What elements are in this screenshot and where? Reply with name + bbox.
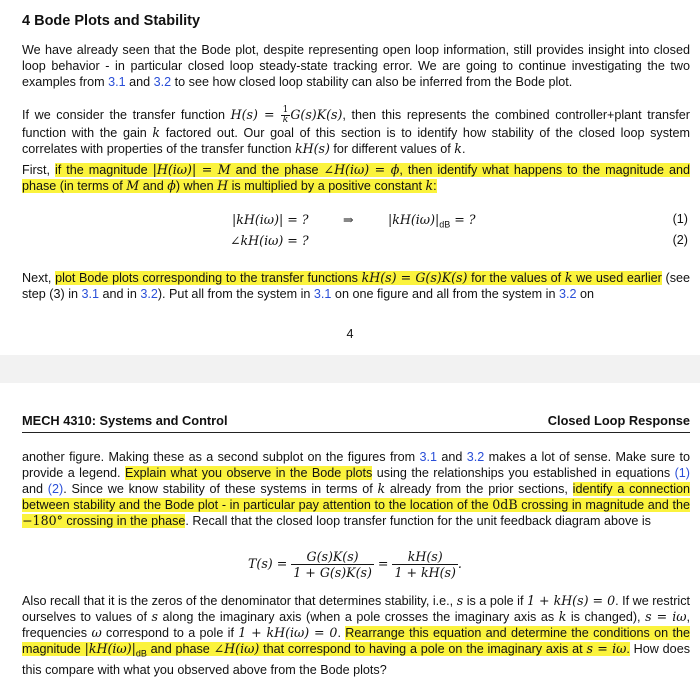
first-task-paragraph: First, if the magnitude |H(iω)| = M and the phase ∠H(iω) = ϕ, then identify what happens to the magnitude and phase (in terms of M and ϕ) when H is multiplied by a positive constant k: <box>22 162 691 193</box>
ref-link[interactable]: 3.2 <box>153 75 172 89</box>
chapter-header: Closed Loop Response <box>547 413 690 428</box>
ref-link[interactable]: 3.2 <box>140 287 158 301</box>
equation-number: (2) <box>672 233 688 247</box>
course-header: MECH 4310: Systems and Control <box>22 413 228 428</box>
page-gap <box>0 355 700 383</box>
continuation-paragraph: another figure. Making these as a second subplot on the figures from 3.1 and 3.2 makes a lot of sense. Make sure to provide a legend. Explain what you observe in the Bode plots using the relationships you established in equations (1) and (2). Since we know stability of these systems in terms of k already from the prior sections, identify a connection between stability and the Bode plot - in particular pay attention to the location of the 0dB crossing in magnitude and the −180° crossing in the phase. Recall that the closed loop transfer function for the unit feedback diagram above is <box>22 450 691 528</box>
implies-arrow: ⇒ <box>343 212 354 227</box>
transfer-function-paragraph: If we consider the transfer function H(s) = $\frac{1}{k}$ G(s)K(s), then this represents the combined controller+plant transfer function with the gain k factored out. Our goal of this section is to identify how stability of the closed loop system correlates with properties of the transfer function kH(s) for different values of k. <box>22 105 690 156</box>
ref-link[interactable]: 3.2 <box>466 450 485 464</box>
ref-link[interactable]: 3.2 <box>558 287 577 301</box>
equation-number: (1) <box>672 212 688 226</box>
inline-fraction: $\frac{1}{k}$ <box>282 105 289 125</box>
ref-link[interactable]: (2) <box>47 482 64 496</box>
ref-link[interactable]: 3.1 <box>419 450 438 464</box>
highlight: Explain what you observe in the Bode plots <box>124 466 373 480</box>
ref-link[interactable]: 3.1 <box>81 287 100 301</box>
ref-link[interactable]: 3.1 <box>108 75 126 89</box>
page-number: 4 <box>346 327 354 341</box>
equation-1-right: $|kH(i\omega)|_{dB}$ = ? <box>388 212 476 230</box>
closed-loop-transfer-function: T(s) = $\frac{G(s)K(s)}{1 + G(s)K(s)}$ = $\frac{kH(s)}{1 + kH(s)}$ . <box>248 549 462 580</box>
highlight: Rearrange this equation and determine the conditions on the magnitude $|kH(i\omega)|_{dB}$ and phase ∠H(iω) that correspond to having a pole on the imaginary axis at s = iω. <box>22 626 690 659</box>
section-title: 4 Bode Plots and Stability <box>22 13 201 29</box>
highlight: identify a connection between stability and the Bode plot - in particular pay attention to the location of the 0dB crossing in magnitude and the −180° crossing in the phase <box>22 482 691 528</box>
highlight: plot Bode plots corresponding to the transfer functions kH(s) = G(s)K(s) for the values of k we used earlier <box>55 270 662 285</box>
header-rule <box>22 432 690 433</box>
highlight: if the magnitude |H(iω)| = M and the phase ∠H(iω) = ϕ, then identify what happens to the magnitude and phase (in terms of M and ϕ) when H is multiplied by a positive constant k: <box>22 162 691 193</box>
intro-paragraph: We have already seen that the Bode plot, despite representing open loop information, still provides insight into closed loop behavior - in particular closed loop steady-state tracking error. We are going to continue investigating the two examples from 3.1 and 3.2 to see how closed loop stability can also be inferred from the Bode plot. <box>22 43 690 89</box>
next-task-paragraph: Next, plot Bode plots corresponding to the transfer functions kH(s) = G(s)K(s) for the values of k we used earlier (see step (3) in 3.1 and in 3.2). Put all from the system in 3.1 on one figure and all from the system in 3.2 on <box>22 270 691 301</box>
ref-link[interactable]: 3.1 <box>313 287 332 301</box>
page-bottom <box>0 383 700 698</box>
ref-link[interactable]: (1) <box>674 466 690 480</box>
equation-2: ∠kH(iω) = ? <box>230 233 309 248</box>
equation-1-left: |kH(iω)| = ? <box>232 212 309 227</box>
stability-paragraph: Also recall that it is the zeros of the denominator that determines stability, i.e., s is a pole if 1 + kH(s) = 0. If we restrict ourselves to values of s along the imaginary axis (when a pole crosses the imaginary axis as k is changed), s = iω, frequencies ω correspond to a pole if 1 + kH(iω) = 0. Rearrange this equation and determine the conditions on the magnitude $|kH(i\omega)|_{dB}$ and phase ∠H(iω) that correspond to having a pole on the imaginary axis at s = iω. How does this compare with what you observed above from the Bode plots? <box>22 593 691 677</box>
